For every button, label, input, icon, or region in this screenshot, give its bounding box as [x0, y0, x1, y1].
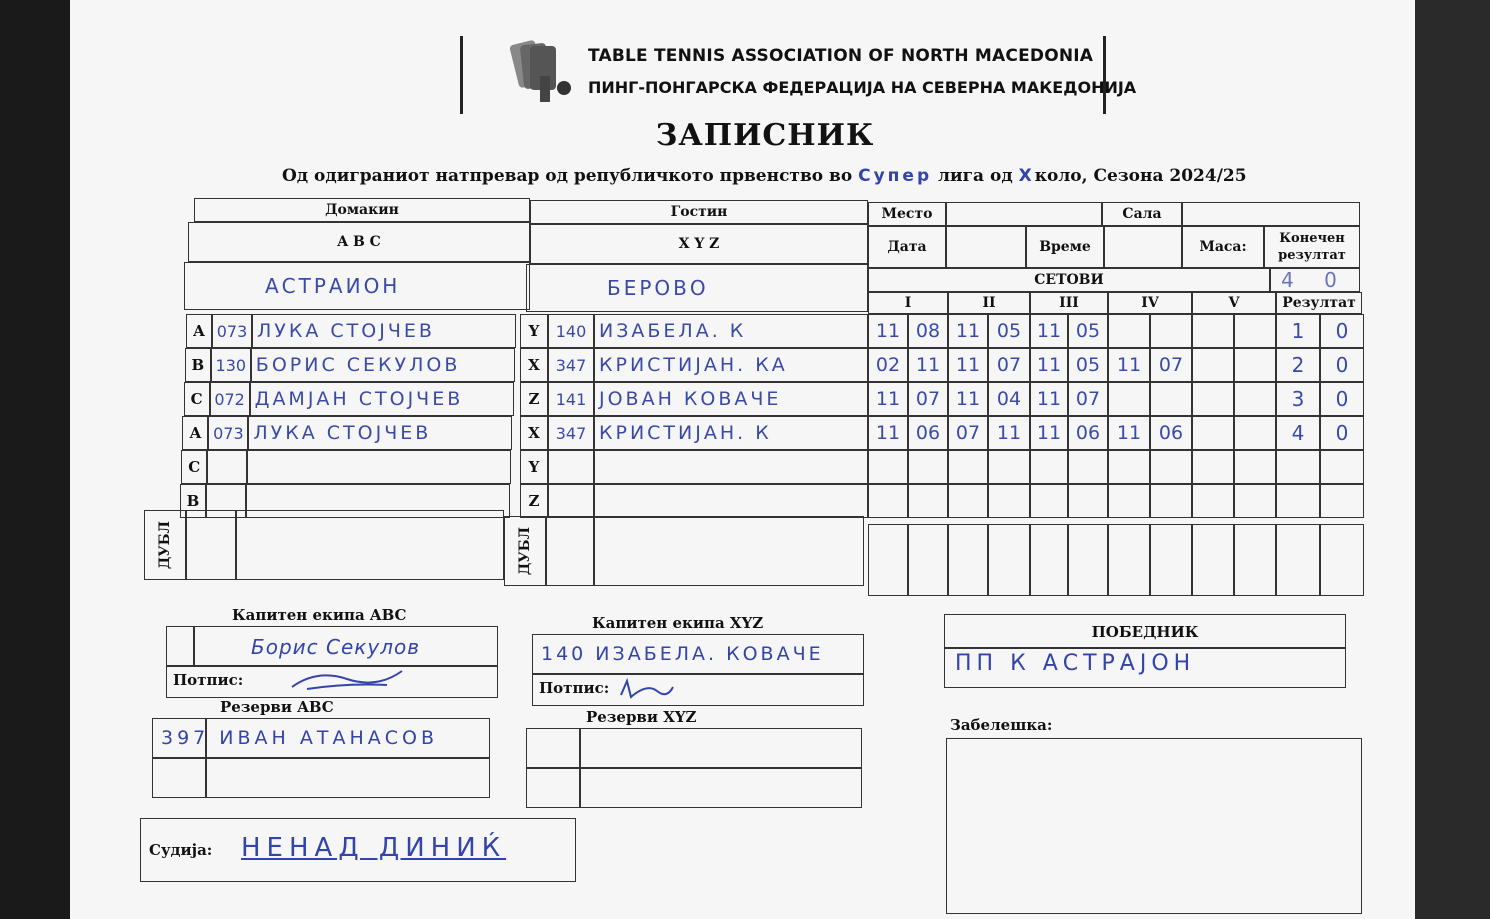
home-doubles-label	[144, 510, 186, 580]
reserves-home-box	[152, 718, 490, 798]
final-result-value: 4 0	[1270, 268, 1360, 292]
home-player-number	[207, 450, 247, 484]
home-player-letter: B	[180, 484, 206, 518]
doubles-set-cell	[948, 524, 988, 596]
set-score-4	[988, 484, 1030, 518]
result-home: 4	[1276, 416, 1320, 450]
home-player-name	[247, 450, 511, 484]
captain-home-box	[166, 626, 498, 698]
home-doubles-num	[186, 510, 236, 580]
doubles-set-cell	[1108, 524, 1150, 596]
set-score-10	[1234, 314, 1276, 348]
referee-label: Судија:	[149, 841, 213, 859]
guest-doubles-text: ДУБЛ	[517, 526, 533, 576]
signature-home-icon	[287, 665, 407, 695]
set-score-10	[1234, 416, 1276, 450]
set-score-7: 11	[1108, 348, 1150, 382]
time-label: Време	[1026, 226, 1104, 268]
home-player-letter: C	[181, 450, 207, 484]
set-score-10	[1234, 382, 1276, 416]
guest-player-number: 141	[548, 382, 594, 416]
note-box	[946, 738, 1362, 914]
set-score-2: 08	[908, 314, 948, 348]
guest-player-name: ИЗАБЕЛА. К	[594, 314, 868, 348]
set-score-6	[1068, 450, 1108, 484]
set-header-4: IV	[1108, 292, 1192, 314]
set-score-5	[1030, 484, 1068, 518]
doubles-set-cell	[1192, 524, 1234, 596]
guest-player-number: 347	[548, 416, 594, 450]
reserves-home-label: Резерви ABC	[220, 698, 334, 716]
place-label: Место	[868, 202, 946, 226]
guest-player-letter: Y	[520, 450, 548, 484]
set-score-7	[1108, 450, 1150, 484]
date-label: Дата	[868, 226, 946, 268]
doubles-set-cell	[1068, 524, 1108, 596]
set-header-2: II	[948, 292, 1030, 314]
result-home: 3	[1276, 382, 1320, 416]
guest-player-letter: Z	[520, 484, 548, 518]
subtitle-text-1: Од одиграниот натпревар од републичкото првенство во	[282, 166, 853, 186]
reserves-guest-box	[526, 728, 862, 808]
set-score-5: 11	[1030, 382, 1068, 416]
guest-doubles-label	[504, 516, 546, 586]
guest-player-name: ЈОВАН КОВАЧЕ	[594, 382, 868, 416]
home-player-number: 130	[211, 348, 251, 382]
date-value	[946, 226, 1026, 268]
set-score-2: 06	[908, 416, 948, 450]
association-logo-icon	[500, 38, 580, 110]
subtitle	[282, 166, 1247, 186]
set-score-10	[1234, 450, 1276, 484]
guest-player-number	[548, 484, 594, 518]
guest-player-letter: Y	[520, 314, 548, 348]
home-doubles-players	[236, 510, 504, 580]
home-player-number: 073	[212, 314, 252, 348]
home-player-name: ЛУКА СТОЈЧЕВ	[248, 416, 512, 450]
result-guest	[1320, 484, 1364, 518]
doubles-set-cell	[1234, 524, 1276, 596]
home-player-number: 072	[210, 382, 250, 416]
reserve-home-1: 397 ИВАН АТАНАСОВ	[161, 727, 439, 749]
association-name-en: TABLE TENNIS ASSOCIATION OF NORTH MACEDONIA	[588, 46, 1094, 66]
home-player-name: ДАМЈАН СТОЈЧЕВ	[250, 382, 514, 416]
sets-label: СЕТОВИ	[868, 268, 1270, 292]
set-score-4: 07	[988, 348, 1030, 382]
set-score-4: 05	[988, 314, 1030, 348]
set-score-2	[908, 484, 948, 518]
set-score-1: 11	[868, 416, 908, 450]
home-doubles-text: ДУБЛ	[157, 520, 173, 570]
guest-doubles-num	[546, 516, 594, 586]
result-home: 1	[1276, 314, 1320, 348]
guest-player-letter: X	[520, 348, 548, 382]
result-home	[1276, 450, 1320, 484]
result-label: Резултат	[1276, 292, 1362, 314]
signature-guest-icon	[617, 675, 677, 703]
time-value	[1104, 226, 1182, 268]
doubles-set-cell	[988, 524, 1030, 596]
home-code: A B C	[188, 222, 530, 262]
guest-player-number: 347	[548, 348, 594, 382]
captain-guest-label: Капитен екипа XYZ	[592, 614, 764, 632]
set-score-3: 07	[948, 416, 988, 450]
set-score-1	[868, 484, 908, 518]
set-score-2	[908, 450, 948, 484]
set-score-7	[1108, 484, 1150, 518]
set-score-2: 11	[908, 348, 948, 382]
set-score-8	[1150, 382, 1192, 416]
guest-label: Гостин	[530, 200, 868, 224]
set-score-6: 05	[1068, 314, 1108, 348]
subtitle-text-3: коло, Сезона 2024/25	[1034, 166, 1247, 186]
result-guest: 0	[1320, 416, 1364, 450]
set-score-9	[1192, 484, 1234, 518]
guest-code: X Y Z	[530, 224, 868, 264]
set-score-1: 02	[868, 348, 908, 382]
set-score-3: 11	[948, 382, 988, 416]
doubles-set-cell	[1030, 524, 1068, 596]
result-home: 2	[1276, 348, 1320, 382]
doubles-set-cell	[1276, 524, 1320, 596]
result-home	[1276, 484, 1320, 518]
winner-name: ПП К АСТРАЈОН	[955, 651, 1196, 676]
referee-name: НЕНАД ДИНИЌ	[241, 833, 507, 863]
set-score-5	[1030, 450, 1068, 484]
winner-box	[944, 614, 1346, 688]
set-score-4: 11	[988, 416, 1030, 450]
set-score-5: 11	[1030, 348, 1068, 382]
doubles-set-cell	[868, 524, 908, 596]
set-score-6: 07	[1068, 382, 1108, 416]
captain-guest-box	[532, 634, 864, 706]
set-score-2: 07	[908, 382, 948, 416]
home-player-letter: B	[185, 348, 211, 382]
match-table	[142, 194, 1392, 604]
home-team-name: АСТРАИОН	[184, 262, 530, 310]
set-score-8	[1150, 484, 1192, 518]
set-score-3: 11	[948, 314, 988, 348]
set-header-1: I	[868, 292, 948, 314]
guest-player-name	[594, 484, 868, 518]
home-player-name: ЛУКА СТОЈЧЕВ	[252, 314, 516, 348]
set-header-3: III	[1030, 292, 1108, 314]
set-score-6: 05	[1068, 348, 1108, 382]
final-result-label: Конечен резултат	[1264, 226, 1360, 268]
set-score-6	[1068, 484, 1108, 518]
guest-player-name: КРИСТИЈАН. К	[594, 416, 868, 450]
home-player-number: 073	[208, 416, 248, 450]
set-score-7	[1108, 314, 1150, 348]
set-score-3: 11	[948, 348, 988, 382]
set-score-4: 04	[988, 382, 1030, 416]
guest-player-letter: Z	[520, 382, 548, 416]
set-header-5: V	[1192, 292, 1276, 314]
captain-home-name: Борис Секулов	[251, 635, 420, 659]
referee-box	[140, 818, 576, 882]
set-score-5: 11	[1030, 314, 1068, 348]
set-score-7	[1108, 382, 1150, 416]
set-score-10	[1234, 484, 1276, 518]
home-player-name: БОРИС СЕКУЛОВ	[251, 348, 515, 382]
signature-label-home: Потпис:	[173, 671, 244, 689]
place-value	[946, 202, 1102, 226]
result-guest: 0	[1320, 314, 1364, 348]
result-guest	[1320, 450, 1364, 484]
result-guest: 0	[1320, 382, 1364, 416]
home-player-letter: A	[186, 314, 212, 348]
guest-team-name: БЕРОВО	[526, 264, 868, 312]
doubles-set-cell	[1320, 524, 1364, 596]
guest-player-name: КРИСТИЈАН. КА	[594, 348, 868, 382]
home-player-letter: A	[182, 416, 208, 450]
set-score-1: 11	[868, 382, 908, 416]
home-label: Домакин	[194, 198, 530, 222]
guest-player-number: 140	[548, 314, 594, 348]
set-score-9	[1192, 450, 1234, 484]
round-handwritten: X	[1018, 166, 1035, 186]
set-score-9	[1192, 348, 1234, 382]
captain-home-label: Капитен екипа ABC	[232, 606, 407, 624]
set-score-8	[1150, 314, 1192, 348]
set-score-8: 07	[1150, 348, 1192, 382]
set-score-9	[1192, 416, 1234, 450]
document-title: ЗАПИСНИК	[655, 118, 875, 153]
guest-player-letter: X	[520, 416, 548, 450]
home-player-letter: C	[184, 382, 210, 416]
set-score-9	[1192, 314, 1234, 348]
background-shadow	[1415, 0, 1490, 919]
captain-guest-name: 140 ИЗАБЕЛА. КОВАЧЕ	[541, 643, 824, 665]
guest-player-name	[594, 450, 868, 484]
reserves-guest-label: Резерви XYZ	[586, 708, 697, 726]
doubles-set-cell	[908, 524, 948, 596]
set-score-6: 06	[1068, 416, 1108, 450]
set-score-9	[1192, 382, 1234, 416]
hall-label: Сала	[1102, 202, 1182, 226]
guest-player-number	[548, 450, 594, 484]
set-score-3	[948, 484, 988, 518]
set-score-5: 11	[1030, 416, 1068, 450]
hall-value	[1182, 202, 1360, 226]
result-guest: 0	[1320, 348, 1364, 382]
set-score-10	[1234, 348, 1276, 382]
set-score-8: 06	[1150, 416, 1192, 450]
note-label: Забелешка:	[950, 716, 1053, 734]
set-score-7: 11	[1108, 416, 1150, 450]
signature-label-guest: Потпис:	[539, 679, 610, 697]
subtitle-text-2: лига од	[938, 166, 1013, 186]
table-label: Маса:	[1182, 226, 1264, 268]
set-score-1	[868, 450, 908, 484]
set-score-1: 11	[868, 314, 908, 348]
winner-label: ПОБЕДНИК	[1091, 623, 1199, 641]
set-score-4	[988, 450, 1030, 484]
league-handwritten: Супер	[858, 166, 933, 186]
set-score-3	[948, 450, 988, 484]
guest-doubles-players	[594, 516, 864, 586]
association-name-mk: ПИНГ-ПОНГАРСКА ФЕДЕРАЦИЈА НА СЕВЕРНА МАКЕДОНИЈА	[588, 78, 1137, 97]
set-score-8	[1150, 450, 1192, 484]
doubles-set-cell	[1150, 524, 1192, 596]
